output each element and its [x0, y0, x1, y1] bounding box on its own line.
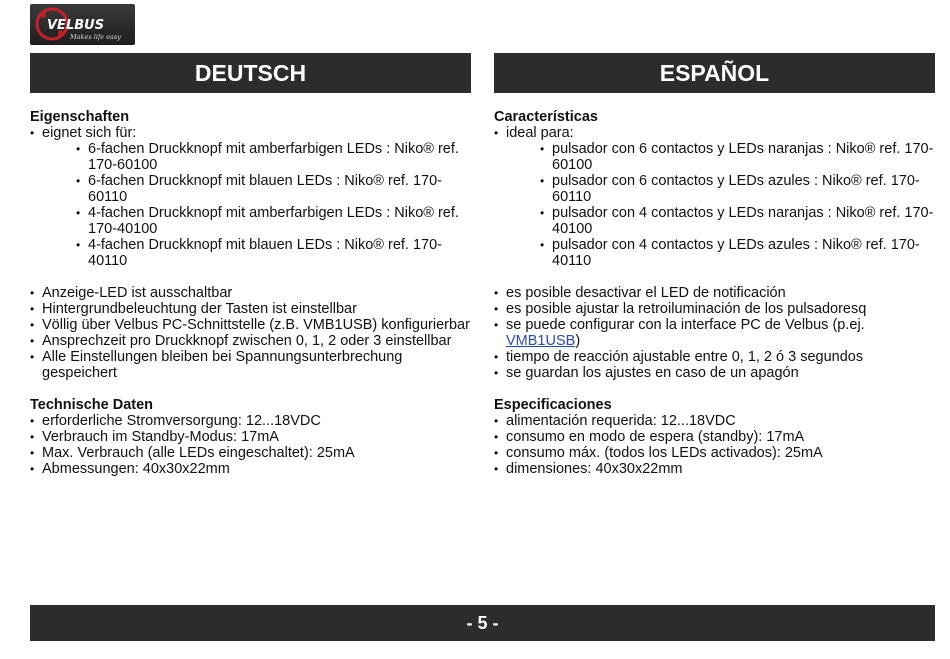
- list-item: • es posible ajustar la retroiluminación de los pulsadoresq: [494, 301, 934, 317]
- de-specs-list: [30, 413, 470, 477]
- list-item: • Ansprechzeit pro Druckknopf zwischen 0, 1, 2 oder 3 einstellbar: [30, 333, 470, 349]
- list-item: • Völlig über Velbus PC-Schnittstelle (z.B. VMB1USB) konfigurierbar: [30, 317, 470, 333]
- list-item: • consumo máx. (todos los LEDs activados): 25mA: [494, 445, 934, 461]
- list-item: • ideal para: • pulsador con 6 contactos y LEDs naranjas : Niko® ref. 170-60100 • pulsador con 6 contactos y LEDs azules : Niko® ref. 170-60110 • pulsador con 4 contactos y LEDs naranjas : Niko® ref. 170-40100 • pulsador con 4 contactos y LEDs azules : Niko® ref. 170-40110: [494, 125, 934, 269]
- list-item: • es posible desactivar el LED de notificación: [494, 285, 934, 301]
- list-item: • erforderliche Stromversorgung: 12...18VDC: [30, 413, 470, 429]
- de-suitable-list: [30, 125, 470, 269]
- list-item: • Alle Einstellungen bleiben bei Spannungsunterbrechung gespeichert: [30, 349, 470, 381]
- list-item: • alimentación requerida: 12...18VDC: [494, 413, 934, 429]
- header-deutsch: DEUTSCH: [30, 53, 471, 93]
- list-item: • tiempo de reacción ajustable entre 0, 1, 2 ó 3 segundos: [494, 349, 934, 365]
- logo-text: VELBUS: [47, 18, 105, 33]
- list-item: • 4-fachen Druckknopf mit blauen LEDs : Niko® ref. 170-40110: [76, 237, 470, 269]
- de-specs-title: Technische Daten: [30, 397, 154, 413]
- list-item: • 6-fachen Druckknopf mit amberfarbigen LEDs : Niko® ref. 170-60100: [76, 141, 470, 173]
- list-item: • Max. Verbrauch (alle LEDs eingeschaltet): 25mA: [30, 445, 470, 461]
- vmb1usb-link[interactable]: VMB1USB: [506, 333, 576, 349]
- logo-tagline: Makes life easy: [70, 33, 121, 41]
- es-specs-title: Especificaciones: [494, 397, 612, 413]
- es-features-list: [494, 285, 934, 381]
- es-specs-list: [494, 413, 934, 477]
- list-item: • 4-fachen Druckknopf mit amberfarbigen LEDs : Niko® ref. 170-40100: [76, 205, 470, 237]
- column-espanol: [494, 109, 934, 477]
- es-products-list: [540, 141, 934, 269]
- list-item: • Verbrauch im Standby-Modus: 17mA: [30, 429, 470, 445]
- list-item: • se guardan los ajustes en caso de un apagón: [494, 365, 934, 381]
- list-item: • pulsador con 4 contactos y LEDs naranjas : Niko® ref. 170-40100: [540, 205, 934, 237]
- list-item: • pulsador con 4 contactos y LEDs azules : Niko® ref. 170-40110: [540, 237, 934, 269]
- header-espanol: ESPAÑOL: [494, 53, 935, 93]
- list-item: • dimensiones: 40x30x22mm: [494, 461, 934, 477]
- list-item: • eignet sich für: • 6-fachen Druckknopf mit amberfarbigen LEDs : Niko® ref. 170-60100 • 6-fachen Druckknopf mit blauen LEDs : Niko® ref. 170-60110 • 4-fachen Druckknopf mit amberfarbigen LEDs : Niko® ref. 170-40100 • 4-fachen Druckknopf mit blauen LEDs : Niko® ref. 170-40110: [30, 125, 470, 269]
- list-item: • consumo en modo de espera (standby): 17mA: [494, 429, 934, 445]
- list-item: • pulsador con 6 contactos y LEDs naranjas : Niko® ref. 170-60100: [540, 141, 934, 173]
- page-number: - 5 -: [30, 605, 935, 641]
- column-deutsch: [30, 109, 470, 477]
- list-item: • Abmessungen: 40x30x22mm: [30, 461, 470, 477]
- es-features-title: Características: [494, 109, 598, 125]
- de-products-list: [76, 141, 470, 269]
- es-suitable-list: [494, 125, 934, 269]
- velbus-logo: [30, 4, 135, 45]
- list-item: • Anzeige-LED ist ausschaltbar: [30, 285, 470, 301]
- list-item: • se puede configurar con la interface PC de Velbus (p.ej. VMB1USB): [494, 317, 934, 349]
- list-item: • Hintergrundbeleuchtung der Tasten ist einstellbar: [30, 301, 470, 317]
- list-item: • 6-fachen Druckknopf mit blauen LEDs : Niko® ref. 170-60110: [76, 173, 470, 205]
- de-features-list: [30, 285, 470, 381]
- list-item: • pulsador con 6 contactos y LEDs azules : Niko® ref. 170-60110: [540, 173, 934, 205]
- de-features-title: Eigenschaften: [30, 109, 130, 125]
